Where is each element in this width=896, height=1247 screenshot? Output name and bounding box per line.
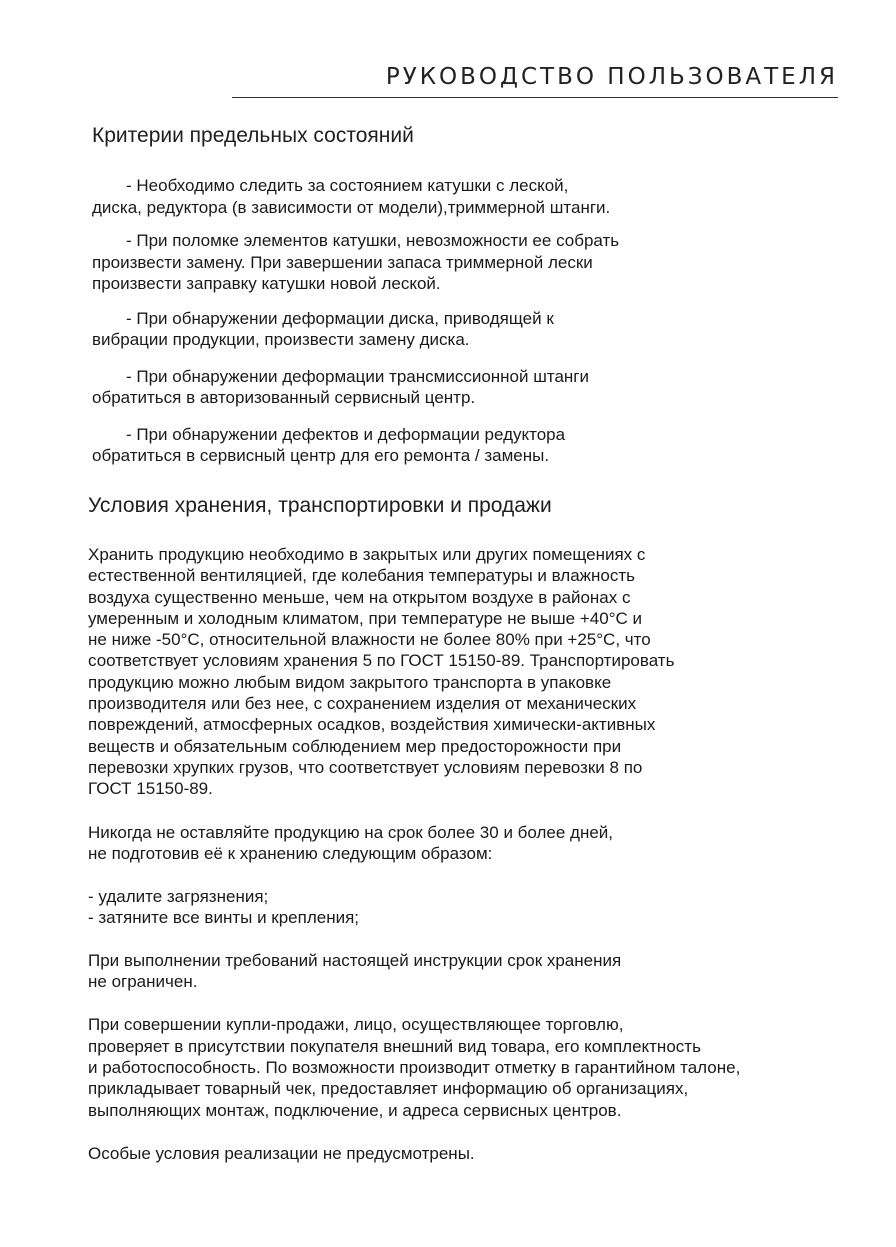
criteria-heading: Критерии предельных состояний xyxy=(92,124,414,147)
paragraph-line: Хранить продукцию необходимо в закрытых или других помещениях с xyxy=(88,545,646,564)
storage-paragraph xyxy=(88,950,848,993)
criteria-item xyxy=(92,230,732,295)
paragraph-line: и работоспособность. По возможности производит отметку в гарантийном талоне, xyxy=(88,1057,741,1077)
paragraph-line: соответствует условиям хранения 5 по ГОСТ 15150-89. Транспортировать xyxy=(88,651,675,671)
storage-paragraph xyxy=(88,1143,848,1164)
storage-paragraph xyxy=(88,1014,848,1120)
paragraph-line: веществ и обязательным соблюдением мер предосторожности при xyxy=(88,736,622,756)
criteria-item-line: обратиться в авторизованный сервисный центр. xyxy=(92,388,476,407)
paragraph-line: естественной вентиляцией, где колебания температуры и влажность xyxy=(88,566,636,586)
paragraph-line: производителя или без нее, с сохранением изделия от механических xyxy=(88,694,637,714)
paragraph-line: ГОСТ 15150-89. xyxy=(88,779,213,799)
storage-paragraph xyxy=(88,822,848,865)
paragraph-line: не подготовив её к хранению следующим образом: xyxy=(88,843,493,863)
criteria-item-line: - При обнаружении деформации диска, приводящей к xyxy=(126,308,554,328)
storage-heading: Условия хранения, транспортировки и продажи xyxy=(88,494,552,517)
paragraph-line: повреждений, атмосферных осадков, воздействия химически-активных xyxy=(88,715,656,735)
paragraph-line: не ниже -50°С, относительной влажности не более 80% при +25°С, что xyxy=(88,630,651,650)
paragraph-line: умеренным и холодным климатом, при температуре не выше +40°С и xyxy=(88,608,642,628)
document-header-title: РУКОВОДСТВО ПОЛЬЗОВАТЕЛЯ xyxy=(385,64,838,90)
criteria-item-line: - При обнаружении дефектов и деформации редуктора xyxy=(126,424,566,444)
criteria-list xyxy=(92,175,732,479)
paragraph-line: Никогда не оставляйте продукцию на срок более 30 и более дней, xyxy=(88,822,614,842)
storage-paragraph xyxy=(88,544,848,800)
paragraph-line: прикладывает товарный чек, предоставляет информацию об организациях, xyxy=(88,1079,689,1099)
storage-prep-list xyxy=(88,886,848,929)
paragraph-line: Особые условия реализации не предусмотрены. xyxy=(88,1143,475,1163)
header-divider xyxy=(232,97,838,98)
criteria-item xyxy=(92,175,732,218)
criteria-item xyxy=(92,424,732,467)
paragraph-line: При выполнении требований настоящей инструкции срок хранения xyxy=(88,950,622,970)
criteria-item xyxy=(92,308,732,351)
criteria-item-line: произвести заправку катушки новой леской. xyxy=(92,274,441,293)
list-item: - удалите загрязнения; xyxy=(88,887,269,907)
paragraph-line: воздуха существенно меньше, чем на открытом воздухе в районах с xyxy=(88,587,631,607)
paragraph-line: перевозки хрупких грузов, что соответствует условиям перевозки 8 по xyxy=(88,757,643,777)
list-item: - затяните все винты и крепления; xyxy=(88,908,360,928)
criteria-item-line: вибрации продукции, произвести замену диска. xyxy=(92,330,470,349)
criteria-item-line: - При обнаружении деформации трансмиссионной штанги xyxy=(126,366,590,386)
paragraph-line: выполняющих монтаж, подключение, и адреса сервисных центров. xyxy=(88,1100,622,1120)
criteria-item xyxy=(92,366,732,409)
criteria-item-line: обратиться в сервисный центр для его ремонта / замены. xyxy=(92,446,550,465)
paragraph-line: продукцию можно любым видом закрытого транспорта в упаковке xyxy=(88,672,612,692)
criteria-item-line: - При поломке элементов катушки, невозможности ее собрать xyxy=(126,231,620,250)
criteria-item-line: произвести замену. При завершении запаса триммерной лески xyxy=(92,252,593,272)
paragraph-line: проверяет в присутствии покупателя внешний вид товара, его комплектность xyxy=(88,1036,701,1056)
storage-section xyxy=(88,544,848,1186)
paragraph-line: При совершении купли-продажи, лицо, осуществляющее торговлю, xyxy=(88,1015,624,1035)
paragraph-line: не ограничен. xyxy=(88,972,198,992)
criteria-item-line: диска, редуктора (в зависимости от модели),триммерной штанги. xyxy=(92,197,611,217)
criteria-item-line: - Необходимо следить за состоянием катушки с леской, xyxy=(126,176,569,195)
